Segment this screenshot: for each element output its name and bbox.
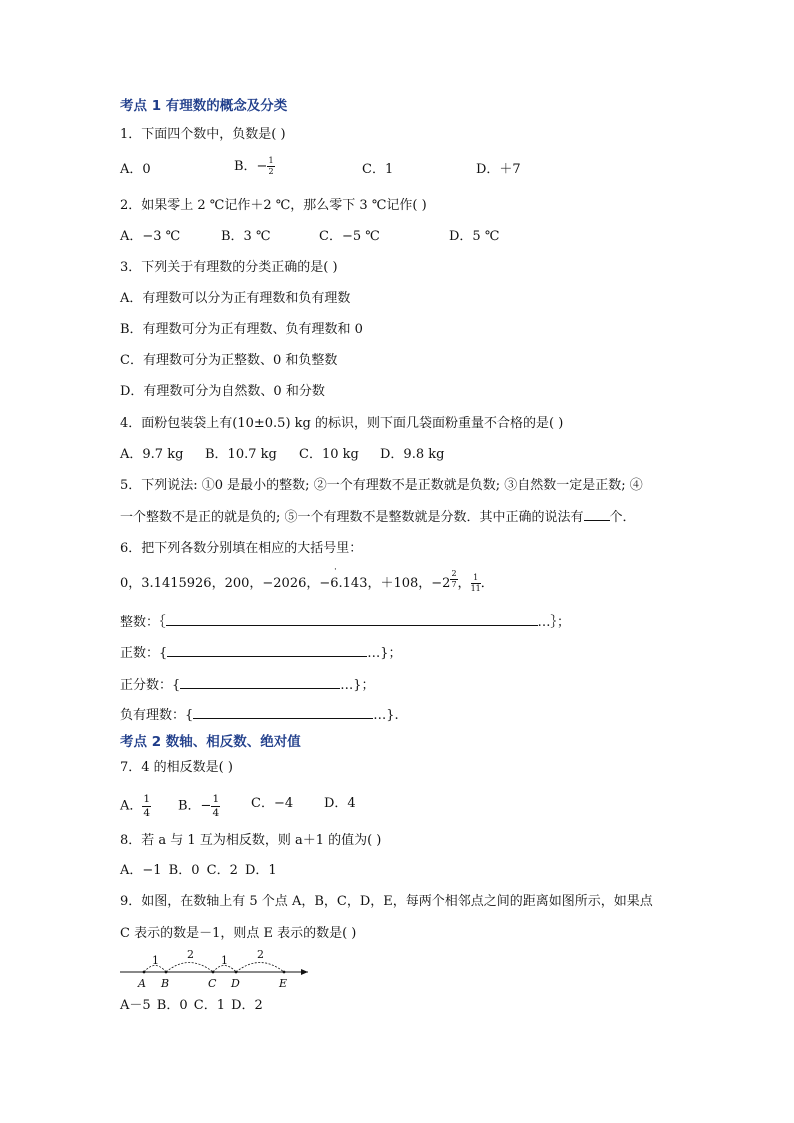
point-c: [212, 971, 215, 974]
q4-option-c: C．10 kg: [299, 447, 359, 462]
section-title-2: 考点 2 数轴、相反数、绝对值: [120, 734, 301, 750]
q3-option-d: D．有理数可分为自然数、0 和分数: [120, 384, 325, 399]
q1-option-a: A．0: [120, 162, 151, 177]
gap-label-cd: 1: [221, 954, 228, 967]
q2-option-b: B．3 ℃: [221, 229, 271, 244]
q6-end: ．: [480, 576, 494, 591]
fraction-denominator: 11: [470, 584, 481, 593]
gap-label-de: 2: [257, 948, 264, 961]
q7-option-b: [178, 794, 220, 818]
q6-numbers: 0，3.1415926，200，−2026，−6.143，＋108，−2: [120, 576, 451, 591]
integers-blank[interactable]: [166, 613, 538, 626]
fraction-numerator: 1: [268, 156, 274, 165]
fraction-denominator: 7: [451, 580, 457, 589]
integers-end: …｝；: [537, 615, 571, 630]
q1-option-c: C．1: [362, 162, 394, 177]
positives-label: 正数：{: [120, 646, 168, 661]
question-6-stem: 6．把下列各数分别填在相应的大括号里：: [120, 541, 363, 556]
positives-row: [120, 644, 402, 663]
fraction-numerator: 1: [471, 574, 481, 584]
point-label-b: B: [161, 977, 170, 990]
fraction-numerator: 1: [212, 793, 220, 805]
point-label-c: C: [208, 977, 217, 990]
q6-fraction: [471, 574, 481, 593]
number-line-figure: [116, 945, 316, 991]
q7-option-a-fraction: [142, 794, 151, 818]
q2-option-c: C．−5 ℃: [319, 229, 380, 244]
gap-label-bc: 2: [187, 948, 194, 961]
fraction-numerator: 1: [143, 793, 151, 805]
integers-row: [120, 613, 570, 632]
gap-label-ab: 1: [152, 954, 159, 967]
q4-option-b: B．10.7 kg: [205, 447, 277, 462]
question-3-stem: 3．下列关于有理数的分类正确的是( ): [120, 260, 338, 275]
q4-option-a: A．9.7 kg: [120, 447, 184, 462]
q1-option-d: D．＋7: [476, 162, 521, 177]
repeating-decimal-dot: ·: [334, 565, 337, 575]
fraction-denominator: 4: [212, 806, 220, 819]
q3-option-b: B．有理数可分为正有理数、负有理数和 0: [120, 322, 363, 337]
point-a: [143, 971, 146, 974]
point-label-e: E: [279, 977, 288, 990]
q3-option-c: C．有理数可分为正整数、0 和负整数: [120, 353, 338, 368]
q6-comma: ，: [457, 576, 471, 591]
q4-option-d: D．9.8 kg: [380, 447, 445, 462]
q7-option-d: D．4: [324, 796, 356, 811]
posfrac-label: 正分数：{: [120, 678, 181, 693]
q7-option-b-fraction: [211, 794, 220, 818]
q5-text-end: 个．: [609, 510, 636, 525]
q1-option-b-prefix: B．−: [234, 159, 268, 174]
positives-blank[interactable]: [167, 644, 367, 657]
question-8-stem: 8．若 a 与 1 互为相反数，则 a＋1 的值为( ): [120, 833, 382, 848]
arc-b-c: [166, 963, 213, 973]
question-9-line1: 9．如图，在数轴上有 5 个点 A，B，C，D，E，每两个相邻点之间的距离如图所示，如果点: [120, 894, 653, 909]
question-1-stem: 1．下面四个数中，负数是( ): [120, 127, 286, 142]
q1-option-b-fraction: [267, 157, 274, 176]
point-label-a: A: [138, 977, 146, 990]
fraction-denominator: 4: [143, 806, 151, 819]
negrational-label: 负有理数：{: [120, 708, 194, 723]
q1-option-b: [234, 157, 275, 176]
point-label-d: D: [231, 977, 240, 990]
q7-option-c: C．−4: [251, 796, 294, 811]
negrational-blank[interactable]: [193, 706, 373, 719]
q5-text: 一个整数不是正的就是负的; ⑤一个有理数不是整数就是分数．其中正确的说法有: [120, 510, 584, 525]
question-5-line2: [120, 508, 636, 527]
integers-label: 整数：｛: [120, 615, 166, 630]
positives-end: …}；: [367, 646, 402, 661]
question-9-line2: C 表示的数是－1，则点 E 表示的数是( ): [120, 926, 357, 941]
question-4-stem: 4．面粉包装袋上有(10±0.5) kg 的标识，则下面几袋面粉重量不合格的是( ): [120, 416, 564, 431]
q2-option-a: A．−3 ℃: [120, 229, 181, 244]
positive-fractions-row: [120, 676, 375, 695]
posfrac-blank[interactable]: [180, 676, 340, 689]
q5-answer-blank[interactable]: [584, 508, 610, 521]
arc-d-e: [236, 963, 284, 973]
q6-mixed-fraction: [450, 570, 457, 589]
fraction-numerator: 2: [451, 569, 457, 578]
section-title-1: 考点 1 有理数的概念及分类: [120, 98, 288, 114]
q7-option-b-prefix: B．−: [178, 798, 212, 814]
fraction-denominator: 2: [268, 167, 274, 176]
negative-rationals-row: [120, 706, 399, 725]
question-2-stem: 2．如果零上 2 ℃记作＋2 ℃，那么零下 3 ℃记作( ): [120, 198, 427, 213]
point-e: [283, 971, 286, 974]
q3-option-a: A．有理数可以分为正有理数和负有理数: [120, 291, 351, 306]
posfrac-end: …}；: [340, 678, 375, 693]
question-5-line1: 5．下列说法: ①0 是最小的整数; ②一个有理数不是正数就是负数; ③自然数一定是正数; ④: [120, 478, 643, 493]
negrational-end: …}.: [373, 708, 399, 723]
point-d: [235, 971, 238, 974]
q8-options: A．−1 B．0 C．2 D．1: [120, 863, 277, 878]
q7-option-a-prefix: A．: [120, 798, 143, 814]
question-7-stem: 7．4 的相反数是( ): [120, 760, 233, 775]
q7-option-a: [120, 794, 151, 818]
q2-option-d: D．5 ℃: [449, 229, 500, 244]
q9-options: A－5 B．0 C．1 D．2: [120, 998, 263, 1013]
q6-number-list: [120, 569, 494, 593]
point-b: [165, 971, 168, 974]
